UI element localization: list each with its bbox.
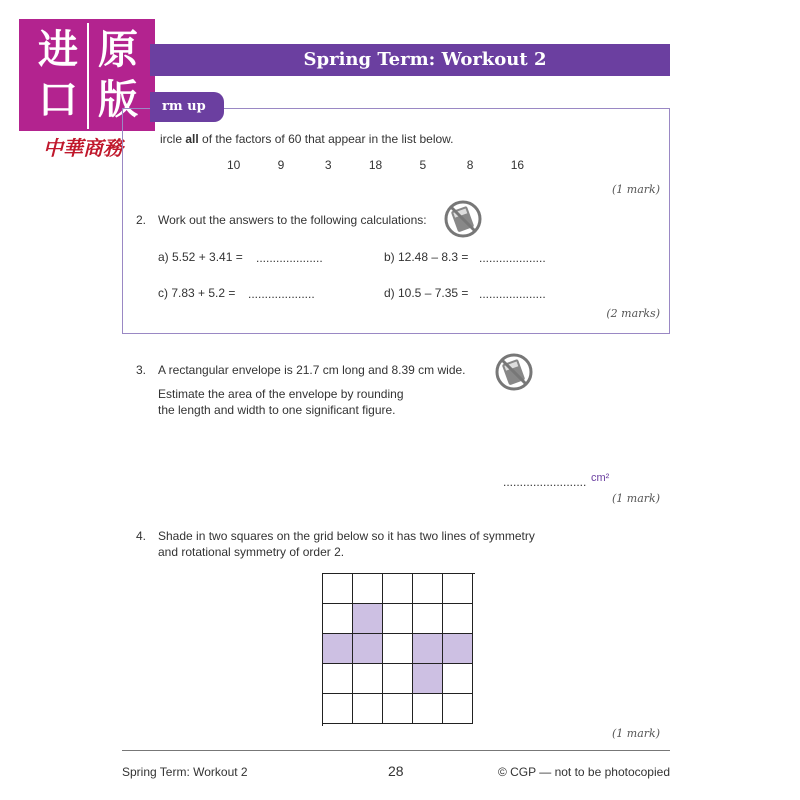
logo-char: 原 <box>98 26 138 73</box>
q1-marks: (1 mark) <box>612 183 660 196</box>
grid-cell[interactable] <box>443 664 473 694</box>
logo-char: 进 <box>38 26 78 73</box>
factor-item[interactable]: 5 <box>419 158 427 172</box>
grid-cell[interactable] <box>443 604 473 634</box>
q2b-label: b) 12.48 – 8.3 = <box>384 250 469 264</box>
factor-item[interactable]: 8 <box>466 158 474 172</box>
question-3-line1: A rectangular envelope is 21.7 cm long and 8.39 cm wide. <box>158 363 466 377</box>
grid-cell[interactable] <box>353 664 383 694</box>
question-3-line3: the length and width to one significant figure. <box>158 403 396 417</box>
question-4-line2: and rotational symmetry of order 2. <box>158 545 345 559</box>
question-3-number: 3. <box>136 363 147 377</box>
grid-cell-shaded[interactable] <box>323 634 353 664</box>
factor-list <box>210 158 550 172</box>
q3-answer-blank[interactable]: ......................... <box>503 475 587 489</box>
page-title-bar <box>150 44 670 76</box>
page-title: Spring Term: Workout 2 <box>303 49 547 70</box>
factor-item[interactable]: 18 <box>368 158 383 172</box>
grid-cell[interactable] <box>383 694 413 724</box>
q3-marks: (1 mark) <box>612 492 660 505</box>
no-calculator-icon <box>494 352 534 392</box>
page-number: 28 <box>388 763 404 779</box>
q2c-answer-blank[interactable]: .................... <box>248 287 315 301</box>
q1-text-post: of the factors of 60 that appear in the list below. <box>198 132 454 146</box>
grid-cell-shaded[interactable] <box>443 634 473 664</box>
logo-subtitle: 中華商務 <box>43 136 123 160</box>
factor-item[interactable]: 9 <box>277 158 285 172</box>
question-2-text: Work out the answers to the following calculations: <box>158 213 427 227</box>
grid-cell[interactable] <box>413 604 443 634</box>
grid-cell[interactable] <box>383 604 413 634</box>
no-calculator-icon <box>443 199 483 239</box>
grid-cell[interactable] <box>353 574 383 604</box>
symmetry-grid[interactable] <box>322 573 475 726</box>
grid-cell[interactable] <box>413 574 443 604</box>
grid-cell-shaded[interactable] <box>413 634 443 664</box>
q3-unit: cm² <box>591 472 610 484</box>
q4-marks: (1 mark) <box>612 727 660 740</box>
factor-item[interactable]: 3 <box>324 158 332 172</box>
q1-text-bold: all <box>185 132 199 146</box>
factor-item[interactable]: 10 <box>226 158 241 172</box>
grid-cell[interactable] <box>323 694 353 724</box>
q2d-answer-blank[interactable]: .................... <box>479 287 546 301</box>
grid-cell[interactable] <box>323 664 353 694</box>
logo-char: 版 <box>98 76 138 123</box>
warm-up-tab: rm up <box>150 92 224 122</box>
grid-cell[interactable] <box>353 694 383 724</box>
q2a-answer-blank[interactable]: .................... <box>256 251 323 265</box>
logo-char: 口 <box>38 76 78 123</box>
question-4-line1: Shade in two squares on the grid below so it has two lines of symmetry <box>158 529 535 543</box>
footer-left: Spring Term: Workout 2 <box>122 765 248 779</box>
question-1-text <box>160 132 454 146</box>
q2-marks: (2 marks) <box>606 307 660 320</box>
question-3-line2: Estimate the area of the envelope by rounding <box>158 387 404 401</box>
q2c-label: c) 7.83 + 5.2 = <box>158 286 236 300</box>
grid-cell[interactable] <box>383 634 413 664</box>
question-4-number: 4. <box>136 529 147 543</box>
grid-cell[interactable] <box>383 664 413 694</box>
factor-item[interactable]: 16 <box>510 158 525 172</box>
grid-cell[interactable] <box>323 574 353 604</box>
question-2-number: 2. <box>136 213 147 227</box>
footer-copyright: © CGP — not to be photocopied <box>497 765 670 779</box>
grid-cell-shaded[interactable] <box>353 634 383 664</box>
book-spine <box>87 23 89 129</box>
grid-cell[interactable] <box>323 604 353 634</box>
grid-cell[interactable] <box>413 694 443 724</box>
grid-cell[interactable] <box>383 574 413 604</box>
grid-cell[interactable] <box>443 694 473 724</box>
q2b-answer-blank[interactable]: .................... <box>479 251 546 265</box>
footer-divider <box>122 750 670 751</box>
q1-text-pre: ircle <box>160 132 186 146</box>
q2a-label: a) 5.52 + 3.41 = <box>158 250 243 264</box>
grid-cell-shaded[interactable] <box>353 604 383 634</box>
grid-cell-shaded[interactable] <box>413 664 443 694</box>
grid-cell[interactable] <box>443 574 473 604</box>
q2d-label: d) 10.5 – 7.35 = <box>384 286 469 300</box>
